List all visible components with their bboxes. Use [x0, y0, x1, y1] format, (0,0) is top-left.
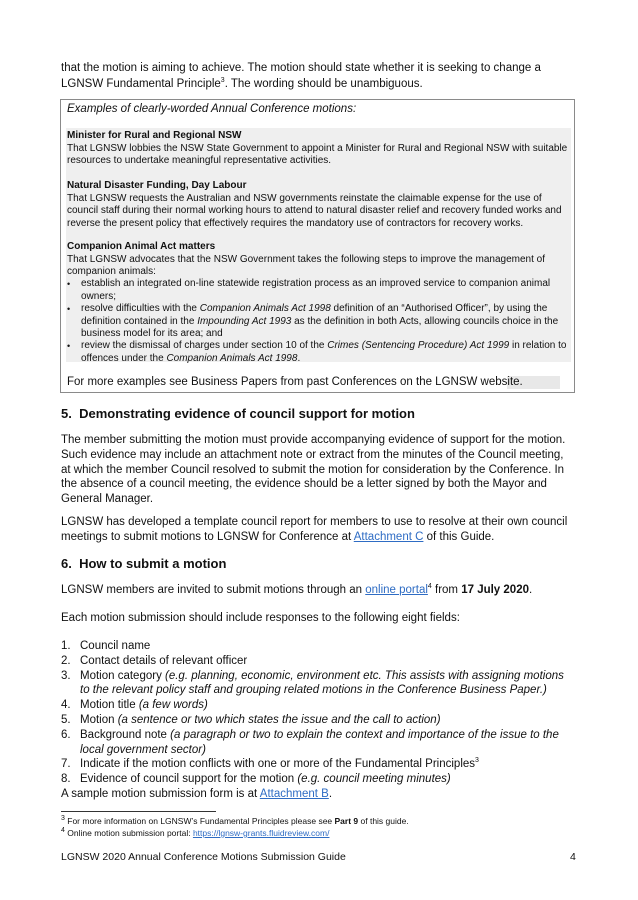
- footnote-divider: [61, 811, 216, 812]
- bullet-icon: •: [67, 304, 71, 314]
- list-item: 7. Indicate if the motion conflicts with one or more of the Fundamental Principles$^3$: [61, 757, 479, 771]
- examples-box: [60, 99, 575, 393]
- list-item: 2. Contact details of relevant officer: [61, 654, 248, 667]
- footnote: $^4$ Online motion submission portal: https://lgnsw-grants.fluidreview.com/: [61, 827, 330, 838]
- section-5-heading: [61, 406, 415, 421]
- attachment-b-link[interactable]: Attachment B: [259, 788, 329, 800]
- intro-text: that the motion is aiming to achieve. The motion should state whether it is seeking to change a LGNSW Fundamental Principle: [61, 62, 541, 90]
- bullet-text: resolve difficulties with the Companion Animals Act 1998 definition of an “Authorised Officer”, by using the definition contained in the Impounding Act 1993 as the definition in both Acts, allowing councils choice in the business model for its area; and: [81, 303, 559, 339]
- motion-body: That LGNSW lobbies the NSW State Government to appoint a Minister for Rural and Regional NSW with suitable resources to undertake meaningful representative activities.: [67, 142, 568, 166]
- bullet-icon: •: [67, 279, 71, 289]
- fields-list: [61, 639, 576, 787]
- list-item: 8. Evidence of council support for the motion (e.g. council meeting minutes): [61, 773, 451, 786]
- footnote-ref[interactable]: 3: [220, 76, 225, 84]
- section-title: How to submit a motion: [79, 556, 227, 571]
- section-title: Demonstrating evidence of council support for motion: [79, 406, 415, 421]
- portal-url-link[interactable]: https://lgnsw-grants.fluidreview.com/: [192, 828, 330, 838]
- motion-body: That LGNSW requests the Australian and NSW governments reinstate the claimable expense for the use of council staff during their normal working hours to attend to natural disaster relief and recovery funded works and reverse the present policy that effectively requires the mandatory use of contractors for recovery works.: [67, 192, 562, 229]
- motion-title: Natural Disaster Funding, Day Labour: [67, 180, 247, 191]
- page-footer: LGNSW 2020 Annual Conference Motions Submission Guide: [61, 851, 346, 863]
- list-item: 3. Motion category (e.g. planning, economic, environment etc. This assists with assigning motions to the relevant policy staff and grouping related motions in the Conference Business Paper.): [61, 669, 564, 697]
- list-item: 5. Motion (a sentence or two which states the issue and the call to action): [61, 713, 441, 726]
- section-6-paragraph-2: Each motion submission should include responses to the following eight fields:: [61, 612, 460, 624]
- intro-text-end: . The wording should be unambiguous.: [224, 77, 423, 90]
- motion-title: Minister for Rural and Regional NSW: [67, 130, 242, 141]
- examples-footer: For more examples see Business Papers from past Conferences on the LGNSW website.: [67, 376, 523, 388]
- section-number: 5.: [61, 406, 72, 421]
- list-item: 4. Motion title (a few words): [61, 699, 208, 712]
- bullet-item: [67, 340, 567, 365]
- attachment-c-link[interactable]: Attachment C: [353, 530, 424, 543]
- motion-body: That LGNSW advocates that the NSW Government takes the following steps to improve the management of companion animals:: [67, 253, 546, 277]
- motion-example: [67, 130, 572, 168]
- bullet-item: [67, 278, 567, 303]
- intro-paragraph: [61, 61, 576, 92]
- footnote: $^3$ For more information on LGNSW’s Fundamental Principles please see Part 9 of this guide.: [61, 815, 409, 826]
- footnote-ref[interactable]: 3: [475, 757, 479, 765]
- motion-title: Companion Animal Act matters: [67, 241, 216, 252]
- list-item: 6. Background note (a paragraph or two to explain the context and importance of the issue to the local government sector): [61, 728, 559, 756]
- section-6-paragraph: LGNSW members are invited to submit motions through an online portal$^4$ from 17 July 2020.: [61, 583, 533, 596]
- examples-heading: Examples of clearly-worded Annual Conference motions:: [67, 103, 357, 115]
- page-number: 4: [570, 851, 576, 863]
- online-portal-link[interactable]: online portal: [365, 584, 428, 596]
- sample-form-paragraph: A sample motion submission form is at Attachment B.: [61, 788, 333, 800]
- footnote-ref[interactable]: 4: [427, 583, 432, 591]
- section-5-paragraph-2: LGNSW has developed a template council report for members to use to resolve at their own council meetings to submit motions to LGNSW for Conference at Attachment C of this Guide.: [61, 516, 568, 543]
- bullet-text: establish an integrated on-line statewide registration process as an improved service to companion animal owners;: [81, 278, 551, 302]
- section-number: 6.: [61, 556, 72, 571]
- section-6-heading: [61, 556, 226, 571]
- bullet-text: review the dismissal of charges under section 10 of the Crimes (Sentencing Procedure) Act 1999 in relation to offences under the Companion Animals Act 1998.: [81, 340, 567, 364]
- motion-example: [67, 241, 572, 279]
- bullet-item: [67, 303, 567, 341]
- motion-example: [67, 180, 572, 230]
- bullet-icon: •: [67, 341, 71, 351]
- list-item: 1. Council name: [61, 640, 151, 652]
- section-5-paragraph: The member submitting the motion must provide accompanying evidence of support for the motion. Such evidence may include an attachment note or extract from the minutes of the Council meeting, at which the member Council resolved to submit the motion for consideration by the Conference. In the absence of a council meeting, the evidence should be a letter signed by both the Mayor and General Manager.: [61, 434, 566, 506]
